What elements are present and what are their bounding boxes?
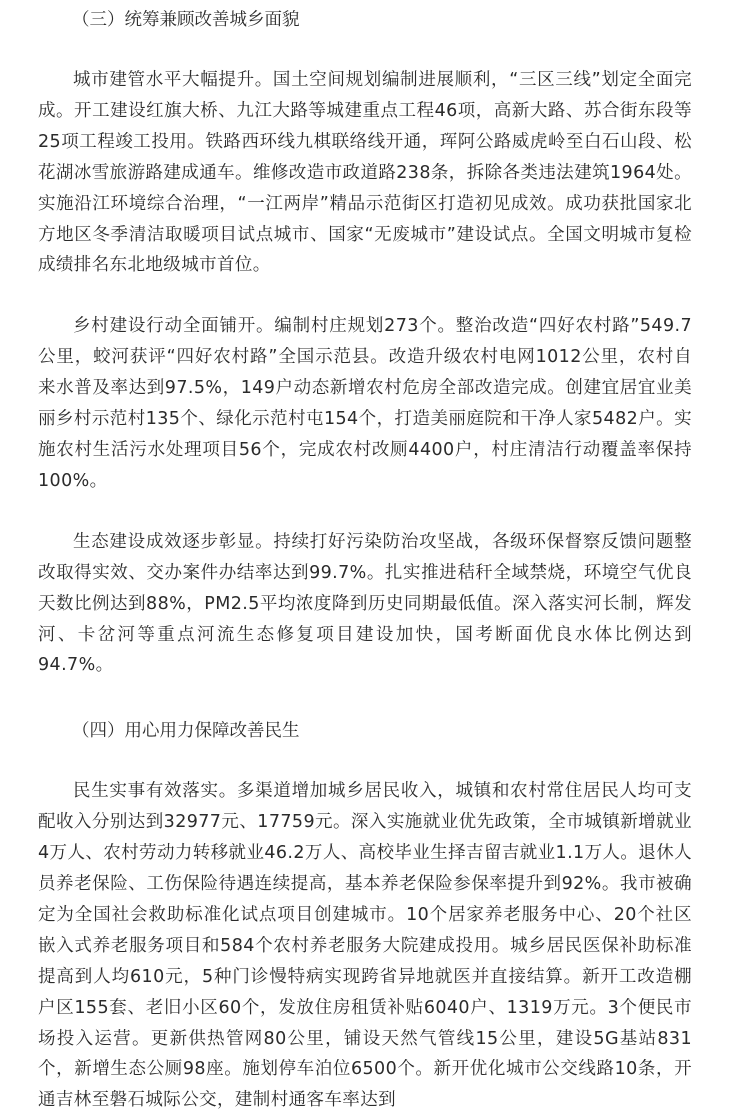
spacer bbox=[38, 36, 692, 65]
article-body bbox=[38, 0, 692, 1116]
spacer bbox=[38, 497, 692, 527]
spacer bbox=[38, 681, 692, 711]
paragraph-rural-construction: 乡村建设行动全面铺开。编制村庄规划273个。整治改造“四好农村路”549.7公里，蛟河获评“四好农村路”全国示范县。改造升级农村电网1012公里，农村自来水普及率达到97.5%，149户动态新增农村危房全部改造完成。创建宜居宜业美丽乡村示范村135个、绿化示范村屯154个，打造美丽庭院和干净人家5482户。实施农村生活污水处理项目56个，完成农村改厕4400户，村庄清洁行动覆盖率保持100%。 bbox=[38, 316, 692, 491]
paragraph-livelihood: 民生实事有效落实。多渠道增加城乡居民收入，城镇和农村常住居民人均可支配收入分别达到32977元、17759元。深入实施就业优先政策，全市城镇新增就业4万人、农村劳动力转移就业46.2万人、高校毕业生择吉留吉就业1.1万人。退休人员养老保险、工伤保险待遇连续提高，基本养老保险参保率提升到92%。我市被确定为全国社会救助标准化试点项目创建城市。10个居家养老服务中心、20个社区嵌入式养老服务项目和584个农村养老服务大院建成投用。城乡居民医保补助标准提高到人均610元，5种门诊慢特病实现跨省异地就医并直接结算。新开工改造棚户区155套、老旧小区60个，发放住房租赁补贴6040户、1319万元。3个便民市场投入运营。更新供热管网80公里，铺设天然气管线15公里，建设5G基站831个，新增生态公厕98座。施划停车泊位6500个。新开优化城市公交线路10条，开通吉林至磐石城际公交，建制村通客车率达到 bbox=[38, 781, 692, 1111]
section-heading-4: （四）用心用力保障改善民生 bbox=[72, 721, 300, 742]
paragraph-ecology: 生态建设成效逐步彰显。持续打好污染防治攻坚战，各级环保督察反馈问题整改取得实效、交办案件办结率达到99.7%。扎实推进秸秆全域禁烧，环境空气优良天数比例达到88%，PM2.5平均浓度降到历史同期最低值。深入落实河长制，辉发河、卡岔河等重点河流生态修复项目建设加快，国考断面优良水体比例达到94.7%。 bbox=[38, 531, 692, 676]
paragraph-urban-management: 城市建管水平大幅提升。国土空间规划编制进展顺利，“三区三线”划定全面完成。开工建设红旗大桥、九江大路等城建重点工程46项，高新大路、苏合街东段等25项工程竣工投用。铁路西环线九棋联络线开通，珲阿公路威虎岭至白石山段、松花湖冰雪旅游路建成通车。维修改造市政道路238条，拆除各类违法建筑1964处。实施沿江环境综合治理，“一江两岸”精品示范街区打造初见成效。成功获批国家北方地区冬季清洁取暖项目试点城市、国家“无废城市”建设试点。全国文明城市复检成绩排名东北地级城市首位。 bbox=[38, 70, 692, 276]
section-heading-3: （三）统筹兼顾改善城乡面貌 bbox=[72, 10, 300, 30]
spacer bbox=[38, 747, 692, 776]
spacer bbox=[38, 281, 692, 311]
